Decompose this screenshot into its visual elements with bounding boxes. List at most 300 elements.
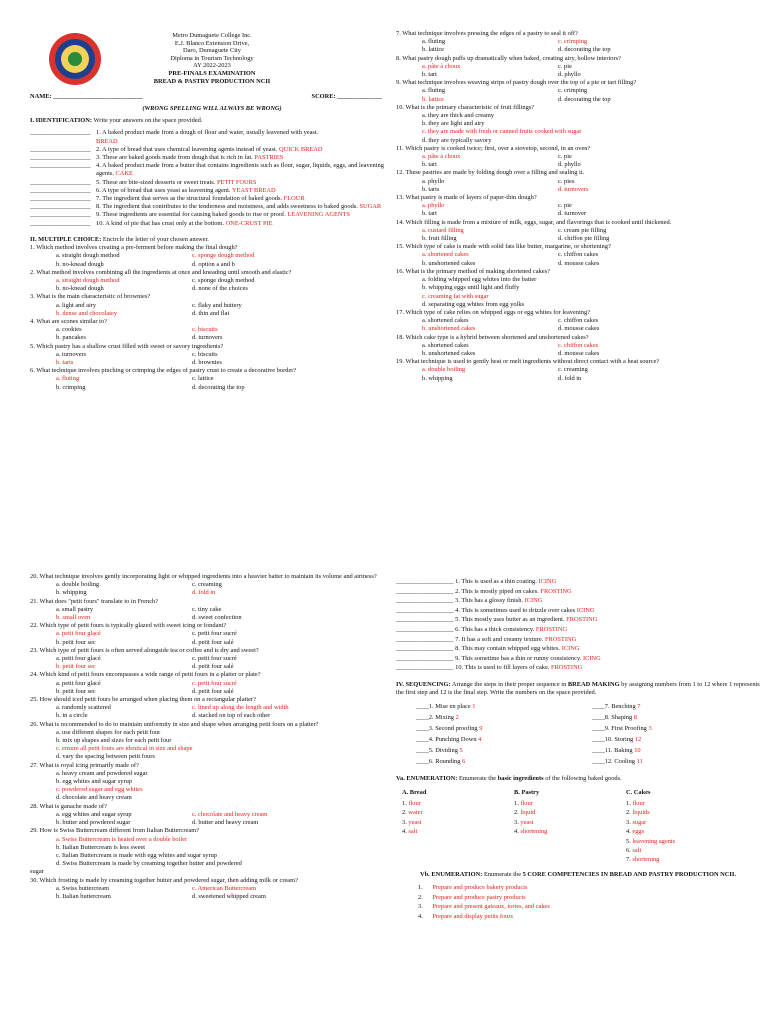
step-name: Benching <box>611 703 636 711</box>
choice[interactable]: b. whipping <box>56 589 87 597</box>
icing-item <box>396 615 760 625</box>
competency-number: 3. <box>418 903 433 911</box>
choice[interactable]: b. tart <box>422 161 437 169</box>
enum-number: 1. <box>514 799 521 807</box>
choice[interactable]: c. chiffon cakes <box>558 317 599 325</box>
choice[interactable]: c. cream pie filling <box>558 226 607 234</box>
answer-blank[interactable]: __________________ <box>396 616 454 624</box>
choice[interactable]: b. in a circle <box>56 712 88 720</box>
answer-blank[interactable]: __________________ <box>396 625 454 633</box>
mc-question: 28. What is ganache made of? <box>30 802 107 810</box>
step-blank[interactable]: ____9. <box>592 725 610 733</box>
step-name: Shaping <box>611 714 633 722</box>
choice[interactable]: c. pies <box>558 177 575 185</box>
choice[interactable]: b. butter and powdered sugar <box>56 819 131 827</box>
identification-text <box>96 203 394 211</box>
enum-item <box>626 855 738 864</box>
item-question: A type of bread that uses chemical leavening agents instead of yeast. <box>102 145 278 153</box>
choice[interactable]: a. Swiss buttercream <box>56 884 110 892</box>
choice[interactable]: c. pie <box>558 153 572 161</box>
enum-item <box>514 827 626 836</box>
choice[interactable]: a. randomly scattered <box>56 704 111 712</box>
sequence-row <box>396 712 760 723</box>
choice[interactable]: a. pâte à choux <box>422 62 461 70</box>
identification-item <box>30 162 394 178</box>
answer-blank[interactable]: __________________ <box>396 578 454 585</box>
choice[interactable]: b. no-knead dough <box>56 260 104 268</box>
choice[interactable]: b. petit four sec <box>56 638 96 646</box>
choice[interactable]: b. small oven <box>56 614 91 622</box>
choice[interactable]: c. chiffon cakes <box>558 341 599 349</box>
step-answer: 3 <box>648 725 652 733</box>
choice[interactable]: c. creaming fat with sugar <box>422 292 489 300</box>
choice[interactable]: c. biscuits <box>192 326 218 334</box>
step-answer: 5 <box>459 747 463 755</box>
mc-question: 16. What is the primary method of making shortened cakes? <box>396 267 550 275</box>
answer-blank[interactable]: ___________________ <box>30 145 91 153</box>
step-blank[interactable]: ____2. <box>416 714 434 722</box>
choice[interactable]: d. petit four salé <box>192 638 234 646</box>
competency-value: Prepare and present gateaux, tortes, and cakes <box>432 903 550 911</box>
answer-blank[interactable]: ___________________ <box>30 203 91 211</box>
step-blank[interactable]: ____8. <box>592 714 610 722</box>
enum-number: 1. <box>626 799 633 807</box>
choice[interactable]: b. crimping <box>56 383 86 391</box>
choice[interactable]: a. shortened cakes <box>422 317 469 325</box>
enumeration-a-header: Va. ENUMERATION: Enumerate the basic ingredients of the following baked goods. <box>396 775 622 783</box>
choice[interactable]: c. sponge dough method <box>192 252 255 260</box>
choice[interactable]: d. sweetened whipped cream <box>192 892 266 900</box>
item-number: 8. <box>96 203 101 211</box>
mc-question: 23. Which type of petit fours is often served alongside tea or coffee and is dry and sweet? <box>30 646 259 654</box>
identification-item <box>30 129 394 145</box>
choice[interactable]: b. unshortened cakes <box>422 259 476 267</box>
item-number: 10. <box>96 219 104 227</box>
choice[interactable]: c. petit four sucré <box>192 679 237 687</box>
answer-blank[interactable]: __________________ <box>396 597 454 605</box>
choice[interactable]: a. custard filling <box>422 226 464 234</box>
choice[interactable]: d. butter and heavy cream <box>192 819 259 827</box>
answer-blank[interactable]: ___________________ <box>30 162 91 170</box>
enum-item <box>626 818 738 827</box>
pastry-column <box>514 788 626 865</box>
school-address-1: E.J. Blanco Extension Drive, <box>174 39 250 47</box>
step-answer: 4 <box>478 736 482 744</box>
choice[interactable]: a. straight dough method <box>56 277 120 285</box>
choice[interactable]: a. petit four glacé <box>56 655 101 663</box>
choice[interactable]: c. they are made with fresh or canned fruits cooked with sugar <box>422 128 582 136</box>
choice[interactable]: d. decorating the top <box>558 46 611 54</box>
choice[interactable]: d. phyllo <box>558 71 581 79</box>
choice[interactable]: d. turnovers <box>558 185 589 193</box>
step-answer: 6 <box>462 758 466 766</box>
step-name: Cooling <box>614 758 635 766</box>
step-blank[interactable]: ____6. <box>416 758 434 766</box>
choice[interactable]: c. creaming <box>558 366 588 374</box>
choice[interactable]: b. mix up shapes and sizes for each petit four <box>56 737 172 745</box>
enum-value: liquid <box>520 809 536 817</box>
choice[interactable]: a. Swiss Buttercream is heated over a double boiler <box>56 835 188 843</box>
choice[interactable]: b. unshortened cakes <box>422 325 476 333</box>
choice[interactable]: c. pie <box>558 202 572 210</box>
choice[interactable]: c. ensure all petit fours are identical in size and shape <box>56 745 193 753</box>
sequence-step <box>396 745 592 756</box>
competency-item <box>396 883 760 893</box>
item-number: 7. <box>96 195 101 202</box>
answer-blank[interactable]: __________________ <box>396 635 454 643</box>
enum-item <box>514 808 626 817</box>
item-number: 1. <box>96 129 101 137</box>
choice[interactable]: a. small pastry <box>56 605 94 613</box>
mc-question: 27. What is royal icing primarily made of? <box>30 761 139 769</box>
identification-item <box>30 220 394 228</box>
choice[interactable]: c. biscuits <box>192 350 218 358</box>
identification-text <box>96 211 394 219</box>
competency-list <box>396 883 760 921</box>
mc-question: 30. Which frosting is made by creaming together butter and powdered sugar, then adding milk or cream? <box>30 876 298 884</box>
mc-question: 20. What technique involves gently incorporating light or whipped ingredients into a heavier batter to maintain its volume and airiness? <box>30 573 377 580</box>
choice[interactable]: a. petit four glacé <box>56 679 101 687</box>
choice[interactable]: d. chocolate and heavy cream <box>56 794 132 802</box>
icing-frosting-list <box>396 577 760 673</box>
choice[interactable]: d. turnovers <box>192 334 223 342</box>
pastry-heading: B. Pastry <box>514 788 540 796</box>
bread-column <box>396 788 514 865</box>
choice[interactable]: c. American Buttercream <box>192 884 257 892</box>
choice[interactable]: c. crimping <box>558 38 588 46</box>
answer-blank[interactable]: __________________ <box>396 664 454 672</box>
identification-header: I. IDENTIFICATION: Write your answers on the space provided. <box>30 116 203 124</box>
mc-question: 24. Which kind of petit fours encompasses a wide range of petit fours in a platter or plate? <box>30 671 261 679</box>
identification-item <box>30 146 394 154</box>
enum-item <box>626 827 738 836</box>
choice[interactable]: b. dense and chocolatey <box>56 309 118 317</box>
choice[interactable]: a. phyllo <box>422 202 445 210</box>
item-answer: FROSTING <box>535 625 568 633</box>
choice[interactable]: d. stacked on top of each other <box>192 712 271 720</box>
choice[interactable]: a. shortened cakes <box>422 251 469 259</box>
item-question: A type of bread that uses yeast as leavening agent. <box>102 186 231 194</box>
item-answer: ONE-CRUST PIE <box>225 219 273 227</box>
choice[interactable]: d. they are typically savory <box>422 136 492 144</box>
choice[interactable]: a. pâte à choux <box>422 153 461 161</box>
item-question: 10. This is used to fill layers of cake. <box>455 664 550 672</box>
step-blank[interactable]: ____12. <box>592 758 613 766</box>
enum-number: 2. <box>514 809 521 817</box>
choice[interactable]: b. Italian buttercream <box>56 892 111 900</box>
choice[interactable]: b. tart <box>422 71 437 79</box>
item-number: 4. <box>96 162 101 170</box>
choice[interactable]: a. fluting <box>422 87 446 95</box>
mc-question: 17. Which type of cake relies on whipped eggs or egg whites for leavening? <box>396 308 591 316</box>
choice[interactable]: a. fluting <box>422 38 446 46</box>
item-answer: FLOUR <box>283 195 305 202</box>
choice[interactable]: d. petit four salé <box>192 663 234 671</box>
score-field[interactable]: SCORE: ______________ <box>311 93 382 101</box>
sequence-step <box>592 723 652 734</box>
choice[interactable]: c. flaky and buttery <box>192 301 242 309</box>
enum-number: 3. <box>402 818 409 826</box>
choice[interactable]: a. shortened cakes <box>422 341 469 349</box>
choice[interactable]: d. thin and flat <box>192 309 230 317</box>
mc-question: 5. Which pastry has a shallow crust filled with sweet or savory ingredients? <box>30 342 224 350</box>
mc-question: 29. How is Swiss Buttercream different from Italian Buttercream? <box>30 827 200 835</box>
mc-question: 15. Which type of cake is made with solid fats like butter, margarine, or shortening? <box>396 243 611 251</box>
enum-number: 3. <box>514 818 521 826</box>
enum-value: yeast <box>408 818 422 826</box>
bread-heading: A. Bread <box>402 788 427 796</box>
choice[interactable]: b. no-knead dough <box>56 285 104 293</box>
choice[interactable]: b. whipping <box>422 374 453 382</box>
mc-question: 18. Which cake type is a hybrid between shortened and unshortened cakes? <box>396 333 589 341</box>
enum-value: eggs <box>632 828 645 836</box>
answer-blank[interactable]: ___________________ <box>30 153 91 161</box>
step-blank[interactable]: ____7. <box>592 703 610 711</box>
choice[interactable]: a. petit four glacé <box>56 630 101 638</box>
mc-question: 7. What technique involves pressing the edges of a pastry to seal it off? <box>396 30 578 37</box>
enum-value: shortening <box>520 828 548 836</box>
item-question: 6. This has a thick consistency. <box>455 625 535 633</box>
enum-number: 4. <box>402 828 409 836</box>
subject-title: BREAD & PASTRY PRODUCTION NCII <box>153 77 271 85</box>
identification-item <box>30 187 394 195</box>
competency-item <box>396 893 760 903</box>
choice[interactable]: d. separating egg whites from egg yolks <box>422 300 525 308</box>
choice[interactable]: b. pancakes <box>56 334 86 342</box>
choice[interactable]: b. petit four sec <box>56 687 96 695</box>
identification-text <box>96 162 394 178</box>
sequence-step <box>592 701 641 712</box>
choice[interactable]: a. they are thick and creamy <box>422 112 495 120</box>
choice[interactable]: d. mousse cakes <box>558 349 600 357</box>
choice[interactable]: d. vary the spacing between petit fours <box>56 753 155 761</box>
enum-value: leavening agents <box>632 837 676 845</box>
icing-item <box>396 644 760 654</box>
item-question: These are baked goods made from dough that is rich in fat. <box>102 153 253 161</box>
choice[interactable]: b. fruit filling <box>422 235 457 243</box>
item-answer: LEAVENING AGENTS <box>287 211 350 219</box>
step-blank[interactable]: ____1. <box>416 703 434 711</box>
step-answer: 11 <box>636 758 643 766</box>
choice[interactable]: b. Italian Buttercream is less sweet <box>56 843 146 851</box>
sequence-step <box>396 756 592 767</box>
item-answer: ICING <box>582 654 601 662</box>
step-name: Baking <box>614 747 633 755</box>
identification-item <box>30 195 394 203</box>
item-question: 3. This has a glossy finish. <box>455 597 523 605</box>
answer-blank[interactable]: ___________________ <box>30 211 91 219</box>
icing-item <box>396 606 760 616</box>
sequence-row <box>396 701 760 712</box>
choice[interactable]: d. option a and b <box>192 260 235 268</box>
sequencing-header: IV. SEQUENCING: Arrange the steps in their proper sequence in BREAD MAKING by assigning numbers from 1 to 12 where 1 represents the first step and 12 is the final step. Write the numbers on the space provided. <box>396 680 760 697</box>
choice[interactable]: c. pie <box>558 62 572 70</box>
answer-blank[interactable]: ___________________ <box>30 129 91 137</box>
choice[interactable]: a. fluting <box>56 375 80 383</box>
enum-number: 7. <box>626 856 633 864</box>
choice[interactable]: c. sponge dough method <box>192 277 255 285</box>
icing-item <box>396 625 760 635</box>
item-answer: PASTRIES <box>254 153 284 161</box>
mc-question: 21. What does "petit fours" translate to in French? <box>30 597 159 605</box>
choice[interactable]: a. use different shapes for each petit four <box>56 728 161 736</box>
step-answer: 12 <box>634 736 642 744</box>
sequence-step <box>396 723 592 734</box>
choice[interactable]: b. unshortened cakes <box>422 349 476 357</box>
choice[interactable]: d. brownies <box>192 359 222 367</box>
choice[interactable]: a. folding whipped egg whites into the batter <box>422 276 537 284</box>
identification-item <box>30 154 394 162</box>
enum-item <box>402 799 514 808</box>
sequence-row <box>396 745 760 756</box>
step-blank[interactable]: ____3. <box>416 725 434 733</box>
step-answer: 7 <box>637 703 641 711</box>
step-answer: 2 <box>455 714 459 722</box>
answer-blank[interactable]: ___________________ <box>30 178 91 186</box>
enum-item <box>402 827 514 836</box>
name-field[interactable]: NAME: ____________________________ <box>30 93 143 101</box>
choice[interactable]: d. fold in <box>558 374 582 382</box>
step-blank[interactable]: ____4. <box>416 736 434 744</box>
choice[interactable]: a. egg whites and sugar syrup <box>56 810 132 818</box>
mc-question: 6. What technique involves pinching or crimping the edges of pastry crust to create a decorative border? <box>30 367 297 375</box>
choice[interactable]: b. tarts <box>422 185 440 193</box>
item-answer: BREAD <box>96 137 118 145</box>
choice[interactable]: d. petit four salé <box>192 687 234 695</box>
choice[interactable]: b. petit four sec <box>56 663 96 671</box>
choice[interactable]: b. whipping eggs until light and fluffy <box>422 284 520 292</box>
cakes-column <box>626 788 738 865</box>
answer-blank[interactable]: __________________ <box>396 606 454 614</box>
identification-text <box>96 179 394 187</box>
page-3 <box>30 573 394 1023</box>
enum-item <box>514 799 626 808</box>
enum-number: 6. <box>626 846 633 854</box>
choice[interactable]: d. none of the choices <box>192 285 248 293</box>
mc-question: 19. What technique is used to gently heat or melt ingredients without direct contact with a heat source? <box>396 358 660 366</box>
sequence-row <box>396 756 760 767</box>
choice[interactable]: d. chiffon pie filling <box>558 235 610 243</box>
choice[interactable]: a. heavy cream and powdered sugar <box>56 769 148 777</box>
step-name: Dividing <box>435 747 458 755</box>
choice[interactable]: c. lattice <box>192 375 214 383</box>
choice[interactable]: c. creaming <box>192 581 222 589</box>
sequence-step <box>592 712 637 723</box>
item-answer: FROSTING <box>551 664 583 672</box>
choice[interactable]: c. lined up along the length and width <box>192 704 289 712</box>
answer-blank[interactable]: ___________________ <box>30 219 91 227</box>
sequence-step <box>396 701 592 712</box>
icing-item <box>396 577 760 587</box>
page-4 <box>396 573 760 1023</box>
choice[interactable]: d. decorating the top <box>192 383 245 391</box>
choice[interactable]: a. cookies <box>56 326 82 334</box>
choice[interactable]: d. Swiss Buttercream is made by creaming together butter and powdered <box>56 860 242 868</box>
identification-text <box>96 220 394 228</box>
choice[interactable]: d. fold in <box>192 589 216 597</box>
choice[interactable]: c. petit four sucré <box>192 655 237 663</box>
competency-value: Prepare and display petits fours <box>432 912 513 920</box>
choice[interactable]: d. sweet confection <box>192 614 242 622</box>
item-question: The ingredient that contributes to the tenderness and moistness, and adds sweetness to baked goods. <box>102 203 358 211</box>
choice[interactable]: c. Italian Buttercream is made with egg whites and sugar syrup <box>56 851 217 859</box>
enum-value: sugar <box>632 818 647 826</box>
choice[interactable]: a. light and airy <box>56 301 97 309</box>
answer-blank[interactable]: __________________ <box>396 654 454 662</box>
enum-item <box>402 808 514 817</box>
answer-blank[interactable]: ___________________ <box>30 195 91 202</box>
answer-blank[interactable]: __________________ <box>396 587 454 595</box>
sequence-step <box>592 745 641 756</box>
mc-question: 9. What technique involves weaving strips of pastry dough over the top of a pie or tart filling? <box>396 79 637 87</box>
identification-text <box>96 195 394 203</box>
mc-question: 4. What are scones similar to? <box>30 318 107 326</box>
choice[interactable]: c. tiny cake <box>192 605 222 613</box>
choice[interactable]: d. turnover <box>558 210 587 218</box>
step-blank[interactable]: ____10. <box>592 736 613 744</box>
choice[interactable]: d. mousse cakes <box>558 325 600 333</box>
page-2 <box>396 30 760 518</box>
item-answer: YEAST BREAD <box>231 186 276 194</box>
choice[interactable]: b. they are light and airy <box>422 120 485 128</box>
enum-number: 4. <box>626 828 633 836</box>
step-name: First Proofing <box>611 725 647 733</box>
choice[interactable]: d. mousse cakes <box>558 259 600 267</box>
item-question: 7. It has a soft and creamy texture. <box>455 635 544 643</box>
sequence-step <box>592 734 641 745</box>
answer-blank[interactable]: __________________ <box>396 645 454 653</box>
choice[interactable]: c. chiffon cakes <box>558 251 599 259</box>
choice[interactable]: b. lattice <box>422 95 445 103</box>
item-answer: QUICK BREAD <box>278 145 323 153</box>
answer-blank[interactable]: ___________________ <box>30 186 91 194</box>
item-question: 9. This sometime has a thin or runny consistency. <box>455 654 582 662</box>
step-blank[interactable]: ____11. <box>592 747 613 755</box>
choice[interactable]: b. tart <box>422 210 437 218</box>
enum-value: flour <box>632 799 645 807</box>
choice[interactable]: d. decorating the top <box>558 95 611 103</box>
enum-value: water <box>408 809 423 817</box>
choice[interactable]: c. chocolate and heavy cream <box>192 810 268 818</box>
choice[interactable]: d. phyllo <box>558 161 581 169</box>
choice[interactable]: b. tarts <box>56 359 74 367</box>
icing-item <box>396 654 760 664</box>
choice[interactable]: c. petit four sucré <box>192 630 237 638</box>
enum-number: 5. <box>626 837 633 845</box>
choice[interactable]: a. phyllo <box>422 177 445 185</box>
choice[interactable]: b. lattice <box>422 46 445 54</box>
competency-value: Prepare and produce bakery products <box>432 884 528 891</box>
page-1 <box>30 30 394 518</box>
enum-value: salt <box>632 846 642 854</box>
choice[interactable]: a. turnovers <box>56 350 87 358</box>
enum-item <box>626 846 738 855</box>
choice[interactable]: c. crimping <box>558 87 588 95</box>
identification-text <box>96 154 394 162</box>
mc-question: 3. What is the main characteristic of brownies? <box>30 293 151 301</box>
identification-text <box>96 187 394 195</box>
choice[interactable]: a. double boiling <box>422 366 466 374</box>
choice[interactable]: a. double boiling <box>56 581 100 589</box>
choice[interactable]: c. powdered sugar and egg whites <box>56 786 143 794</box>
step-blank[interactable]: ____5. <box>416 747 434 755</box>
choice[interactable]: a. straight dough method <box>56 252 120 260</box>
choice[interactable]: b. egg whites and sugar syrup <box>56 778 132 786</box>
enum-number: 4. <box>514 828 521 836</box>
enum-number: 2. <box>626 809 633 817</box>
enum-value: yeast <box>520 818 534 826</box>
step-answer: 10 <box>634 747 641 755</box>
